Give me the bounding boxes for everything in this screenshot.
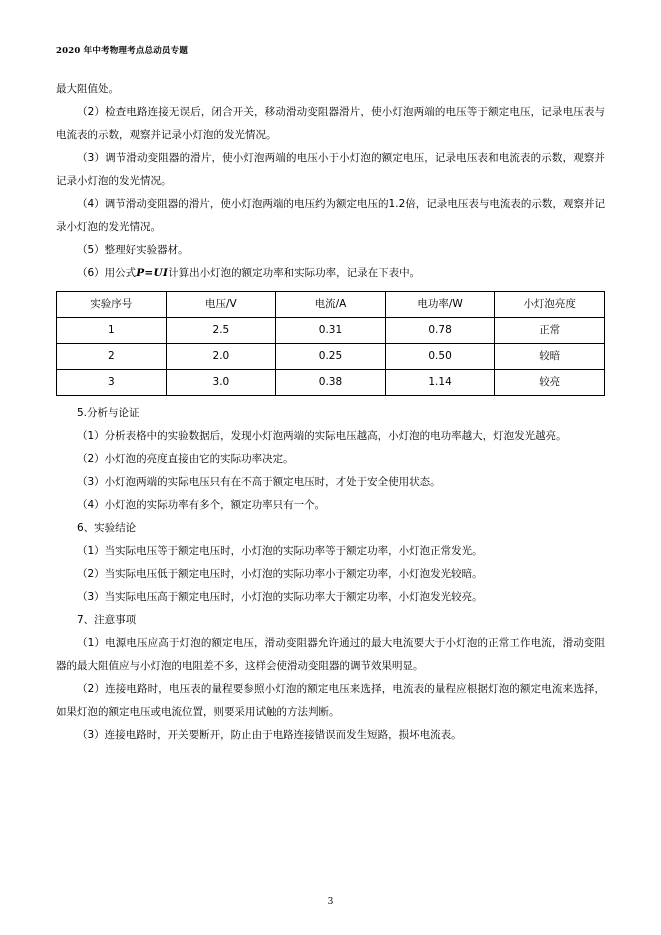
table-row [57,344,605,370]
formula-prefix: （6）用公式 [77,267,137,279]
table-cell: 2.0 [166,344,276,370]
table-cell: 较暗 [495,344,605,370]
table-cell: 正常 [495,318,605,344]
table-row [57,318,605,344]
section-heading-notes: 7、注意事项 [77,614,137,626]
paragraph: （3）调节滑动变阻器的滑片，使小灯泡两端的电压小于小灯泡的额定电压，记录电压表和电流表的示数，观察并记录小灯泡的发光情况。 [56,152,605,187]
paragraph: （1）分析表格中的实验数据后，发现小灯泡两端的实际电压越高，小灯泡的电功率越大，灯泡发光越亮。 [77,430,567,442]
table-cell: 较亮 [495,370,605,396]
paragraph: （4）小灯泡的实际功率有多个，额定功率只有一个。 [77,499,326,511]
table-header-row [57,292,605,318]
paragraph: （2）小灯泡的亮度直接由它的实际功率决定。 [77,453,294,465]
table-cell: 0.50 [385,344,495,370]
paragraph: （2）当实际电压低于额定电压时，小灯泡的实际功率小于额定功率，小灯泡发光较暗。 [77,568,483,580]
paragraph: （3）小灯泡两端的实际电压只有在不高于额定电压时，才处于安全使用状态。 [77,476,441,488]
paragraph: 最大阻值处。 [56,83,119,95]
paragraph: （2）连接电路时，电压表的量程要参照小灯泡的额定电压来选择，电流表的量程应根据灯泡的额定电流来选择，如果灯泡的额定电压或电流位置，则要采用试触的方法判断。 [56,683,605,718]
experiment-data-table [56,291,605,396]
paragraph: （1）当实际电压等于额定电压时，小灯泡的实际功率等于额定功率，小灯泡正常发光。 [77,545,483,557]
paragraph: （5）整理好实验器材。 [77,244,189,256]
power-formula: P=UI [136,267,169,279]
table-cell: 0.31 [276,318,386,344]
table-header-cell: 电功率/W [385,292,495,318]
document-body [56,78,605,747]
table-header-cell: 电流/A [276,292,386,318]
paragraph: （2）检查电路连接无误后，闭合开关，移动滑动变阻器滑片，使小灯泡两端的电压等于额定电压，记录电压表与电流表的示数，观察并记录小灯泡的发光情况。 [56,106,605,141]
paragraph: （3）连接电路时，开关要断开，防止由于电路连接错误而发生短路，损坏电流表。 [77,729,462,741]
section-heading-analysis: 5.分析与论证 [77,407,140,419]
table-cell: 1 [57,318,167,344]
page-header: 2020 年中考物理考点总动员专题 [56,46,189,56]
paragraph: （4）调节滑动变阻器的滑片，使小灯泡两端的电压约为额定电压的1.2倍，记录电压表与电流表的示数，观察并记录小灯泡的发光情况。 [56,198,605,233]
table-header-cell: 实验序号 [57,292,167,318]
table-cell: 0.38 [276,370,386,396]
table-cell: 0.25 [276,344,386,370]
table-cell: 1.14 [385,370,495,396]
table-row [57,370,605,396]
table-header-cell: 电压/V [166,292,276,318]
formula-paragraph [56,262,605,285]
table-cell: 3.0 [166,370,276,396]
paragraph: （3）当实际电压高于额定电压时，小灯泡的实际功率大于额定功率，小灯泡发光较亮。 [77,591,483,603]
table-header-cell: 小灯泡亮度 [495,292,605,318]
section-heading-conclusion: 6、实验结论 [77,522,137,534]
table-cell: 0.78 [385,318,495,344]
formula-suffix: 计算出小灯泡的额定功率和实际功率，记录在下表中。 [168,267,421,279]
table-cell: 3 [57,370,167,396]
paragraph: （1）电源电压应高于灯泡的额定电压，滑动变阻器允许通过的最大电流要大于小灯泡的正常工作电流，滑动变阻器的最大阻值应与小灯泡的电阻差不多，这样会使滑动变阻器的调节效果明显。 [56,637,605,672]
table-cell: 2.5 [166,318,276,344]
page-number: 3 [327,897,334,907]
table-cell: 2 [57,344,167,370]
